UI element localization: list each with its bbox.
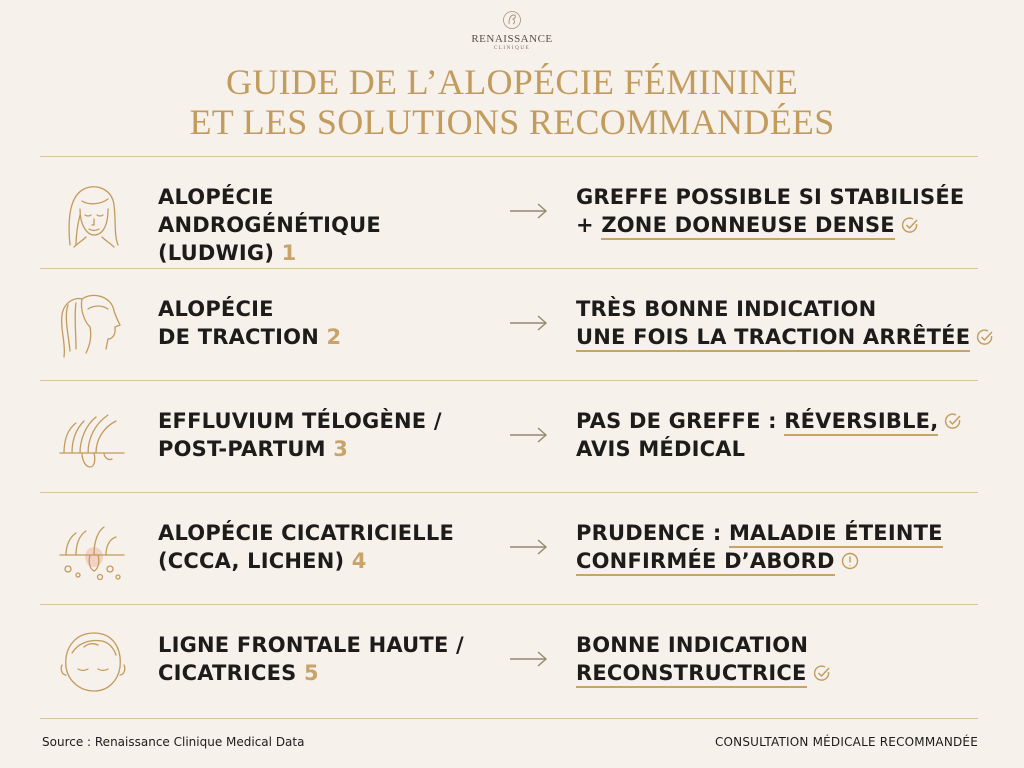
condition-number: 2 bbox=[326, 325, 342, 349]
hair-follicle-icon bbox=[54, 399, 130, 475]
condition-label: ALOPÉCIE CICATRICIELLE (CCCA, LICHEN) 4 bbox=[158, 521, 455, 573]
condition-number: 4 bbox=[351, 549, 367, 573]
condition-label: EFFLUVIUM TÉLOGÈNE / POST-PARTUM 3 bbox=[158, 409, 442, 461]
condition-number: 1 bbox=[281, 241, 297, 265]
recommendation-label: GREFFE POSSIBLE SI STABILISÉE + ZONE DONNEUSE DENSE bbox=[576, 183, 996, 239]
check-circle-icon bbox=[901, 216, 919, 234]
monogram-icon bbox=[502, 10, 522, 30]
hairline-face-icon bbox=[54, 623, 130, 699]
condition-number: 5 bbox=[303, 661, 319, 685]
condition-label: LIGNE FRONTALE HAUTE / CICATRICES 5 bbox=[158, 633, 464, 685]
check-circle-icon bbox=[813, 664, 831, 682]
recommendation-label: PRUDENCE : MALADIE ÉTEINTE CONFIRMÉE D’ABORD bbox=[576, 519, 996, 575]
recommendation-label: BONNE INDICATION RECONSTRUCTRICE bbox=[576, 631, 996, 687]
condition-row-3 bbox=[0, 381, 1024, 493]
scalp-inflammation-icon bbox=[54, 511, 130, 587]
condition-label: ALOPÉCIE DE TRACTION 2 bbox=[158, 297, 342, 349]
page-title-line-1: GUIDE DE L’ALOPÉCIE FÉMININE bbox=[225, 62, 798, 102]
condition-row-5 bbox=[0, 605, 1024, 717]
arrow-right-icon bbox=[508, 649, 550, 669]
check-circle-icon bbox=[976, 328, 994, 346]
condition-number: 3 bbox=[333, 437, 349, 461]
arrow-right-icon bbox=[508, 313, 550, 333]
arrow-right-icon bbox=[508, 425, 550, 445]
arrow-right-icon bbox=[508, 537, 550, 557]
divider bbox=[40, 718, 978, 719]
brand-subtitle: CLINIQUE bbox=[493, 46, 531, 51]
woman-face-icon bbox=[54, 175, 130, 251]
clinic-logo bbox=[0, 10, 1024, 51]
brand-name: RENAISSANCE bbox=[471, 33, 553, 45]
arrow-right-icon bbox=[508, 201, 550, 221]
check-circle-icon bbox=[944, 412, 962, 430]
recommendation-label: PAS DE GREFFE : RÉVERSIBLE, AVIS MÉDICAL bbox=[576, 407, 996, 463]
recommendation-label: TRÈS BONNE INDICATION UNE FOIS LA TRACTION ARRÊTÉE bbox=[576, 295, 996, 351]
page-title-line-2: ET LES SOLUTIONS RECOMMANDÉES bbox=[189, 102, 835, 142]
ponytail-profile-icon bbox=[54, 287, 130, 363]
consultation-note: CONSULTATION MÉDICALE RECOMMANDÉE bbox=[714, 735, 978, 749]
condition-row-1 bbox=[0, 157, 1024, 269]
condition-label: ALOPÉCIE ANDROGÉNÉTIQUE (LUDWIG) 1 bbox=[158, 185, 381, 265]
source-note: Source : Renaissance Clinique Medical Data bbox=[42, 735, 305, 749]
condition-row-4 bbox=[0, 493, 1024, 605]
warning-circle-icon bbox=[841, 552, 859, 570]
condition-row-2 bbox=[0, 269, 1024, 381]
